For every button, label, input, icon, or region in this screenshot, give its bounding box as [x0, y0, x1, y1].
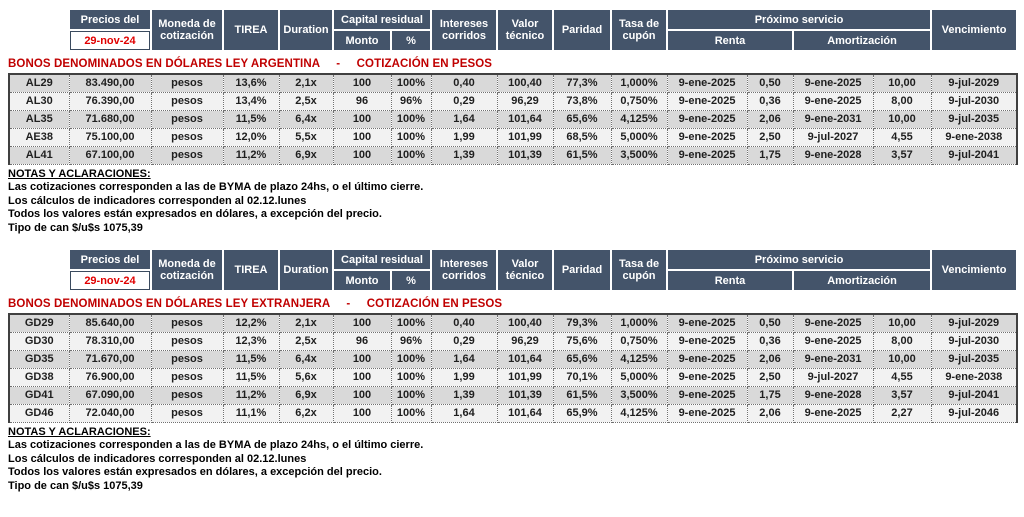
value-cell: 9-ene-2031 [793, 110, 873, 128]
value-cell: 101,64 [497, 350, 553, 368]
ticker-cell: AL29 [9, 74, 69, 92]
value-cell: 75.100,00 [69, 128, 151, 146]
value-cell: 101,39 [497, 146, 553, 164]
value-cell: 3,57 [873, 146, 931, 164]
value-cell: 6,9x [279, 386, 333, 404]
col-header-valor-tecnico: Valor técnico [497, 249, 553, 291]
value-cell: 9-ene-2025 [667, 332, 747, 350]
value-cell: 6,2x [279, 404, 333, 422]
note-line: Todos los valores están expresados en dólares, a excepción del precio. [8, 466, 382, 478]
value-cell: 2,5x [279, 332, 333, 350]
bond-row-GD46 [9, 404, 1017, 422]
value-cell: 12,2% [223, 314, 279, 332]
value-cell: 67.090,00 [69, 386, 151, 404]
ticker-cell: GD38 [9, 368, 69, 386]
value-cell: 11,5% [223, 350, 279, 368]
value-cell: 1,000% [611, 314, 667, 332]
value-cell: 8,00 [873, 332, 931, 350]
value-cell: 9-ene-2038 [931, 368, 1017, 386]
value-cell: 96% [391, 332, 431, 350]
ticker-cell: AE38 [9, 128, 69, 146]
value-cell: pesos [151, 314, 223, 332]
value-cell: 6,4x [279, 350, 333, 368]
value-cell: 96% [391, 92, 431, 110]
value-cell: 3,500% [611, 386, 667, 404]
ticker-cell: AL35 [9, 110, 69, 128]
value-cell: 100% [391, 386, 431, 404]
col-header-paridad: Paridad [553, 9, 611, 51]
bond-row-GD29 [9, 314, 1017, 332]
value-cell: 0,40 [431, 314, 497, 332]
value-cell: 1,75 [747, 146, 793, 164]
value-cell: 1,99 [431, 368, 497, 386]
value-cell: 9-ene-2025 [667, 314, 747, 332]
value-cell: 61,5% [553, 146, 611, 164]
value-cell: 0,36 [747, 92, 793, 110]
bond-row-AL41 [9, 146, 1017, 164]
value-cell: 13,4% [223, 92, 279, 110]
value-cell: 9-ene-2025 [667, 146, 747, 164]
col-header-proximo-servicio: Próximo servicio [667, 249, 931, 270]
value-cell: 10,00 [873, 350, 931, 368]
value-cell: 68,5% [553, 128, 611, 146]
value-cell: 9-ene-2031 [793, 350, 873, 368]
value-cell: 100 [333, 368, 391, 386]
price-date-cell: 29-nov-24 [69, 30, 151, 51]
col-header-monto: Monto [333, 30, 391, 51]
value-cell: 78.310,00 [69, 332, 151, 350]
value-cell: 9-ene-2038 [931, 128, 1017, 146]
note-line: Los cálculos de indicadores corresponden al 02.12.lunes [8, 452, 307, 465]
value-cell: 100 [333, 146, 391, 164]
value-cell: 9-ene-2025 [793, 74, 873, 92]
column-header-table-extranjera [68, 248, 1018, 292]
value-cell: 4,125% [611, 350, 667, 368]
value-cell: 13,6% [223, 74, 279, 92]
value-cell: 12,0% [223, 128, 279, 146]
bond-row-GD38 [9, 368, 1017, 386]
price-date-cell: 29-nov-24 [69, 270, 151, 291]
value-cell: pesos [151, 404, 223, 422]
value-cell: 9-jul-2035 [931, 110, 1017, 128]
value-cell: 9-jul-2027 [793, 368, 873, 386]
value-cell: 1,75 [747, 386, 793, 404]
value-cell: 4,55 [873, 368, 931, 386]
ticker-cell: GD30 [9, 332, 69, 350]
note-line: Las cotizaciones corresponden a las de BYMA de plazo 24hs, o el último cierre. [8, 439, 424, 451]
note-line: Tipo de can $/u$s 1075,39 [8, 479, 143, 492]
value-cell: 65,6% [553, 110, 611, 128]
value-cell: 101,99 [497, 368, 553, 386]
value-cell: 79,3% [553, 314, 611, 332]
value-cell: 100% [391, 314, 431, 332]
section-ley-argentina [8, 8, 1016, 235]
value-cell: 100% [391, 146, 431, 164]
value-cell: 100 [333, 110, 391, 128]
value-cell: 72.040,00 [69, 404, 151, 422]
value-cell: 9-ene-2025 [793, 314, 873, 332]
value-cell: 0,40 [431, 74, 497, 92]
value-cell: pesos [151, 128, 223, 146]
value-cell: 100% [391, 368, 431, 386]
col-header-pct: % [391, 270, 431, 291]
value-cell: 11,2% [223, 146, 279, 164]
col-header-valor-tecnico: Valor técnico [497, 9, 553, 51]
value-cell: 1,64 [431, 350, 497, 368]
col-header-renta: Renta [667, 30, 793, 51]
value-cell: 85.640,00 [69, 314, 151, 332]
value-cell: 96,29 [497, 92, 553, 110]
value-cell: 2,06 [747, 110, 793, 128]
bond-row-GD35 [9, 350, 1017, 368]
value-cell: 5,000% [611, 368, 667, 386]
value-cell: 12,3% [223, 332, 279, 350]
value-cell: 4,125% [611, 110, 667, 128]
value-cell: 2,1x [279, 74, 333, 92]
value-cell: 100,40 [497, 74, 553, 92]
value-cell: 9-ene-2025 [667, 92, 747, 110]
value-cell: 9-jul-2046 [931, 404, 1017, 422]
value-cell: 6,9x [279, 146, 333, 164]
column-header-table-argentina [68, 8, 1018, 52]
note-line: Las cotizaciones corresponden a las de BYMA de plazo 24hs, o el último cierre. [8, 181, 424, 193]
value-cell: 10,00 [873, 74, 931, 92]
col-header-tasa-cupon: Tasa de cupón [611, 249, 667, 291]
value-cell: 1,99 [431, 128, 497, 146]
value-cell: pesos [151, 110, 223, 128]
ticker-cell: GD46 [9, 404, 69, 422]
value-cell: 9-jul-2041 [931, 146, 1017, 164]
value-cell: 2,06 [747, 350, 793, 368]
value-cell: 100% [391, 404, 431, 422]
notes-block [8, 168, 1016, 236]
value-cell: 67.100,00 [69, 146, 151, 164]
bond-row-AL29 [9, 74, 1017, 92]
value-cell: pesos [151, 386, 223, 404]
value-cell: pesos [151, 332, 223, 350]
value-cell: 2,06 [747, 404, 793, 422]
notes-block [8, 426, 1016, 494]
value-cell: 1,39 [431, 386, 497, 404]
value-cell: 9-jul-2030 [931, 92, 1017, 110]
value-cell: 5,000% [611, 128, 667, 146]
value-cell: 100% [391, 128, 431, 146]
value-cell: 71.680,00 [69, 110, 151, 128]
value-cell: 73,8% [553, 92, 611, 110]
value-cell: 9-jul-2030 [931, 332, 1017, 350]
value-cell: 1,64 [431, 110, 497, 128]
col-header-duration: Duration [279, 9, 333, 51]
value-cell: 9-jul-2029 [931, 314, 1017, 332]
value-cell: 100 [333, 314, 391, 332]
value-cell: 65,6% [553, 350, 611, 368]
value-cell: 101,64 [497, 404, 553, 422]
col-header-renta: Renta [667, 270, 793, 291]
value-cell: 61,5% [553, 386, 611, 404]
value-cell: 9-ene-2028 [793, 386, 873, 404]
bond-row-AL30 [9, 92, 1017, 110]
value-cell: 100% [391, 350, 431, 368]
bond-table-ley-extranjera [8, 313, 1018, 423]
section-ley-extranjera [8, 248, 1016, 493]
col-header-vencimiento: Vencimiento [931, 9, 1017, 51]
value-cell: 9-jul-2035 [931, 350, 1017, 368]
ticker-cell: AL41 [9, 146, 69, 164]
value-cell: 1,39 [431, 146, 497, 164]
col-header-intereses-corridos: Intereses corridos [431, 249, 497, 291]
value-cell: 83.490,00 [69, 74, 151, 92]
value-cell: 9-ene-2025 [793, 332, 873, 350]
value-cell: 2,50 [747, 368, 793, 386]
section-title-ley-extranjera: BONOS DENOMINADOS EN DÓLARES LEY EXTRANJERA - COTIZACIÓN EN PESOS [8, 298, 503, 310]
value-cell: 9-ene-2025 [667, 110, 747, 128]
col-header-tasa-cupon: Tasa de cupón [611, 9, 667, 51]
value-cell: 9-ene-2025 [667, 128, 747, 146]
value-cell: 9-jul-2041 [931, 386, 1017, 404]
value-cell: 9-ene-2025 [667, 368, 747, 386]
col-header-intereses-corridos: Intereses corridos [431, 9, 497, 51]
col-header-precios-del: Precios del [69, 9, 151, 30]
value-cell: 100 [333, 74, 391, 92]
value-cell: 76.900,00 [69, 368, 151, 386]
value-cell: 4,125% [611, 404, 667, 422]
col-header-moneda-cotizacion: Moneda de cotización [151, 249, 223, 291]
bond-row-AL35 [9, 110, 1017, 128]
ticker-cell: GD35 [9, 350, 69, 368]
bond-table-ley-argentina [8, 73, 1018, 165]
note-line: Todos los valores están expresados en dólares, a excepción del precio. [8, 208, 382, 220]
bond-row-GD30 [9, 332, 1017, 350]
value-cell: 9-ene-2025 [667, 74, 747, 92]
value-cell: 9-jul-2029 [931, 74, 1017, 92]
ticker-cell: AL30 [9, 92, 69, 110]
ticker-cell: GD41 [9, 386, 69, 404]
notes-title: NOTAS Y ACLARACIONES: [8, 425, 151, 438]
value-cell: 5,6x [279, 368, 333, 386]
value-cell: 96,29 [497, 332, 553, 350]
note-line: Los cálculos de indicadores corresponden al 02.12.lunes [8, 194, 307, 207]
value-cell: 9-jul-2027 [793, 128, 873, 146]
value-cell: pesos [151, 74, 223, 92]
value-cell: 70,1% [553, 368, 611, 386]
value-cell: 77,3% [553, 74, 611, 92]
value-cell: 9-ene-2025 [793, 92, 873, 110]
note-line: Tipo de can $/u$s 1075,39 [8, 221, 143, 234]
section-title-ley-argentina: BONOS DENOMINADOS EN DÓLARES LEY ARGENTINA - COTIZACIÓN EN PESOS [8, 58, 493, 70]
value-cell: 2,50 [747, 128, 793, 146]
value-cell: 71.670,00 [69, 350, 151, 368]
bond-row-GD41 [9, 386, 1017, 404]
value-cell: 0,50 [747, 314, 793, 332]
value-cell: 11,5% [223, 110, 279, 128]
value-cell: 100,40 [497, 314, 553, 332]
value-cell: 11,5% [223, 368, 279, 386]
value-cell: pesos [151, 146, 223, 164]
value-cell: 0,29 [431, 332, 497, 350]
value-cell: 100% [391, 110, 431, 128]
col-header-paridad: Paridad [553, 249, 611, 291]
value-cell: 100 [333, 128, 391, 146]
value-cell: 100 [333, 350, 391, 368]
value-cell: pesos [151, 368, 223, 386]
col-header-moneda-cotizacion: Moneda de cotización [151, 9, 223, 51]
notes-title: NOTAS Y ACLARACIONES: [8, 167, 151, 180]
value-cell: pesos [151, 92, 223, 110]
col-header-monto: Monto [333, 270, 391, 291]
value-cell: 76.390,00 [69, 92, 151, 110]
value-cell: 0,36 [747, 332, 793, 350]
value-cell: 2,27 [873, 404, 931, 422]
col-header-pct: % [391, 30, 431, 51]
value-cell: 101,64 [497, 110, 553, 128]
value-cell: 96 [333, 92, 391, 110]
col-header-precios-del: Precios del [69, 249, 151, 270]
value-cell: 101,99 [497, 128, 553, 146]
value-cell: 96 [333, 332, 391, 350]
value-cell: 4,55 [873, 128, 931, 146]
col-header-proximo-servicio: Próximo servicio [667, 9, 931, 30]
value-cell: pesos [151, 350, 223, 368]
value-cell: 2,1x [279, 314, 333, 332]
value-cell: 100% [391, 74, 431, 92]
value-cell: 9-ene-2028 [793, 146, 873, 164]
ticker-cell: GD29 [9, 314, 69, 332]
col-header-amortizacion: Amortización [793, 270, 931, 291]
value-cell: 100 [333, 386, 391, 404]
col-header-tirea: TIREA [223, 9, 279, 51]
value-cell: 10,00 [873, 314, 931, 332]
value-cell: 11,1% [223, 404, 279, 422]
value-cell: 3,57 [873, 386, 931, 404]
value-cell: 75,6% [553, 332, 611, 350]
col-header-capital-residual: Capital residual [333, 9, 431, 30]
value-cell: 100 [333, 404, 391, 422]
value-cell: 8,00 [873, 92, 931, 110]
value-cell: 10,00 [873, 110, 931, 128]
col-header-duration: Duration [279, 249, 333, 291]
value-cell: 3,500% [611, 146, 667, 164]
value-cell: 9-ene-2025 [667, 350, 747, 368]
bond-row-AE38 [9, 128, 1017, 146]
value-cell: 0,50 [747, 74, 793, 92]
value-cell: 2,5x [279, 92, 333, 110]
value-cell: 9-ene-2025 [667, 404, 747, 422]
value-cell: 9-ene-2025 [667, 386, 747, 404]
value-cell: 5,5x [279, 128, 333, 146]
value-cell: 0,750% [611, 92, 667, 110]
col-header-vencimiento: Vencimiento [931, 249, 1017, 291]
value-cell: 1,64 [431, 404, 497, 422]
col-header-amortizacion: Amortización [793, 30, 931, 51]
value-cell: 11,2% [223, 386, 279, 404]
value-cell: 1,000% [611, 74, 667, 92]
col-header-capital-residual: Capital residual [333, 249, 431, 270]
value-cell: 9-ene-2025 [793, 404, 873, 422]
value-cell: 0,29 [431, 92, 497, 110]
value-cell: 101,39 [497, 386, 553, 404]
col-header-tirea: TIREA [223, 249, 279, 291]
value-cell: 6,4x [279, 110, 333, 128]
value-cell: 65,9% [553, 404, 611, 422]
value-cell: 0,750% [611, 332, 667, 350]
